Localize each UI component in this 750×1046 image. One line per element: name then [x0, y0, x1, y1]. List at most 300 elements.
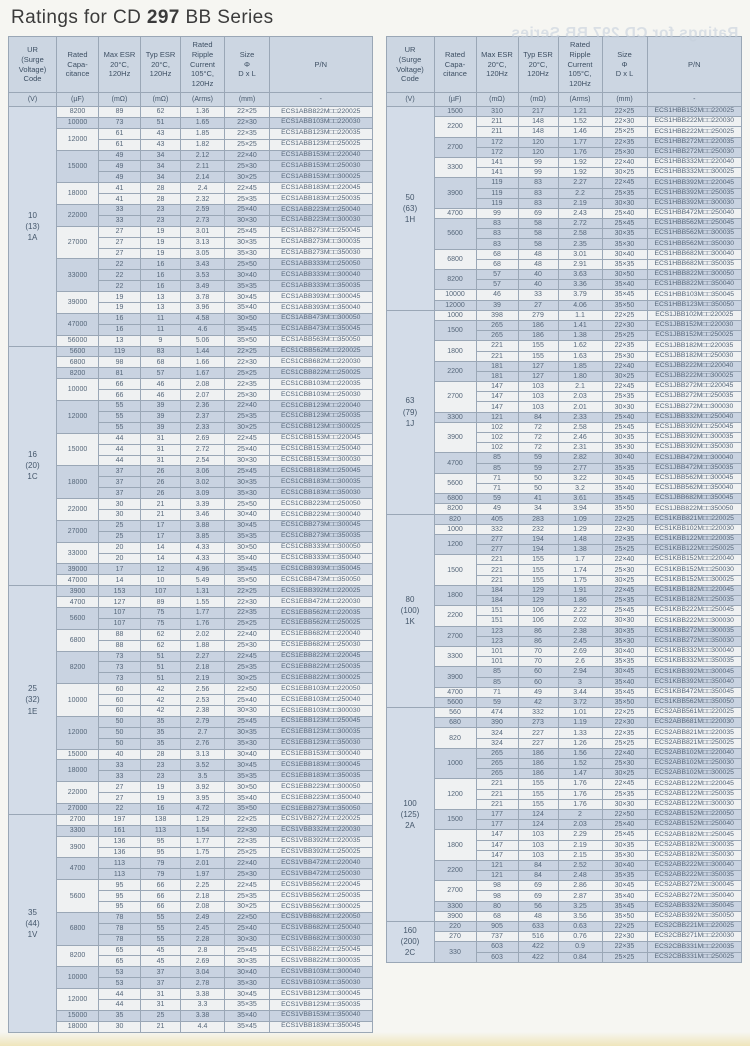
pn-cell: ECS1HBB682M□□300040 [647, 249, 742, 259]
ripple-current-cell: 1.29 [181, 814, 225, 825]
size-cell: 35×50 [602, 911, 647, 921]
typ-esr-cell: 48 [518, 249, 558, 259]
capacitance-cell: 270 [434, 932, 476, 942]
table-row [386, 412, 742, 422]
pn-cell: ECS1ABB333M□□350035 [270, 281, 373, 292]
typ-esr-cell: 60 [518, 667, 558, 677]
max-esr-cell: 119 [99, 346, 141, 357]
pn-cell: ECS1CBB393M□□350045 [270, 564, 373, 575]
size-cell: 25×25 [602, 738, 647, 748]
size-cell: 25×30 [602, 351, 647, 361]
pn-cell: ECS2ABB821M□□250025 [647, 738, 742, 748]
max-esr-cell: 102 [476, 422, 518, 432]
col-header-max-esr: Max ESR 20°C, 120Hz [99, 37, 141, 93]
table-row [9, 499, 373, 510]
typ-esr-cell: 75 [141, 618, 181, 629]
max-esr-cell: 102 [476, 433, 518, 443]
ripple-current-cell: 2.02 [181, 629, 225, 640]
pn-cell: ECS2ABB122M□□220045 [647, 779, 742, 789]
ripple-current-cell: 3.06 [181, 466, 225, 477]
table-row [9, 313, 373, 324]
max-esr-cell: 177 [476, 820, 518, 830]
pn-cell: ECS1ABB473M□□350045 [270, 324, 373, 335]
typ-esr-cell: 103 [518, 402, 558, 412]
size-cell: 22×30 [602, 320, 647, 330]
pn-cell: ECS2CBB271M□□220030 [647, 932, 742, 942]
max-esr-cell: 53 [99, 978, 141, 989]
table-row [386, 178, 742, 188]
pn-cell: ECS1EBB183M□□350035 [270, 771, 373, 782]
typ-esr-cell: 13 [141, 292, 181, 303]
table-row [9, 150, 373, 161]
typ-esr-cell: 42 [518, 697, 558, 707]
max-esr-cell: 123 [476, 636, 518, 646]
table-row [386, 901, 742, 911]
size-cell: 25×25 [225, 139, 270, 150]
capacitance-cell: 1800 [434, 341, 476, 361]
table-row [386, 524, 742, 534]
capacitance-cell: 3300 [434, 412, 476, 422]
max-esr-cell: 221 [476, 575, 518, 585]
typ-esr-cell: 31 [141, 455, 181, 466]
ripple-current-cell: 2.01 [558, 402, 602, 412]
pn-cell: ECS1EBB822M□□250035 [270, 662, 373, 673]
size-cell: 22×35 [602, 341, 647, 351]
pn-cell: ECS1EBB392M□□220025 [270, 586, 373, 597]
max-esr-cell: 22 [99, 804, 141, 815]
table-row [9, 346, 373, 357]
max-esr-cell: 277 [476, 545, 518, 555]
typ-esr-cell: 103 [518, 850, 558, 860]
ripple-current-cell: 4.72 [181, 804, 225, 815]
unit-capacitance: (µF) [57, 93, 99, 107]
max-esr-cell: 88 [99, 640, 141, 651]
unit-capacitance: (µF) [434, 93, 476, 107]
max-esr-cell: 55 [99, 401, 141, 412]
pn-cell: ECS1VBB562M□□220045 [270, 880, 373, 891]
capacitance-cell: 12000 [57, 716, 99, 749]
pn-cell: ECS2ABB392M□□350050 [647, 911, 742, 921]
max-esr-cell: 83 [476, 219, 518, 229]
size-cell: 22×25 [602, 514, 647, 524]
ripple-current-cell: 3.92 [181, 782, 225, 793]
pn-cell: ECS2ABB332M□□350045 [647, 901, 742, 911]
table-row [386, 932, 742, 942]
pn-cell: ECS1JBB182M□□250030 [647, 351, 742, 361]
typ-esr-cell: 23 [141, 771, 181, 782]
ripple-current-cell: 2.48 [558, 871, 602, 881]
typ-esr-cell: 46 [141, 390, 181, 401]
size-cell: 30×35 [602, 433, 647, 443]
unit-ripple-current: (Arms) [181, 93, 225, 107]
capacitance-cell: 1500 [434, 809, 476, 829]
max-esr-cell: 101 [476, 657, 518, 667]
pn-cell: ECS1ABB183M□□220045 [270, 183, 373, 194]
pn-cell: ECS1ABB103M□□220030 [270, 117, 373, 128]
typ-esr-cell: 21 [141, 1021, 181, 1032]
size-cell: 30×30 [225, 934, 270, 945]
ripple-current-cell: 2.72 [558, 219, 602, 229]
typ-esr-cell: 16 [141, 259, 181, 270]
size-cell: 22×45 [225, 183, 270, 194]
typ-esr-cell: 99 [518, 157, 558, 167]
max-esr-cell: 153 [99, 586, 141, 597]
capacitance-cell: 6800 [434, 494, 476, 504]
size-cell: 22×30 [225, 357, 270, 368]
size-cell: 22×45 [225, 651, 270, 662]
typ-esr-cell: 34 [141, 150, 181, 161]
table-row [9, 205, 373, 216]
table-row [386, 310, 742, 320]
typ-esr-cell: 103 [518, 392, 558, 402]
capacitance-cell: 39000 [57, 564, 99, 575]
size-cell: 30×35 [602, 626, 647, 636]
typ-esr-cell: 16 [141, 281, 181, 292]
ripple-current-cell: 2.58 [558, 229, 602, 239]
pn-cell: ECS2ABB681M□□220030 [647, 718, 742, 728]
max-esr-cell: 95 [99, 902, 141, 913]
table-row [386, 361, 742, 371]
pn-cell: ECS1VBB822M□□300035 [270, 956, 373, 967]
size-cell: 25×35 [225, 194, 270, 205]
size-cell: 22×45 [225, 433, 270, 444]
size-cell: 35×45 [225, 324, 270, 335]
table-row [386, 555, 742, 565]
typ-esr-cell: 43 [141, 139, 181, 150]
max-esr-cell: 78 [99, 934, 141, 945]
size-cell: 22×25 [225, 107, 270, 118]
pn-cell: ECS1ABB333M□□300040 [270, 270, 373, 281]
max-esr-cell: 37 [99, 466, 141, 477]
pn-cell: ECS1CBB153M□□220045 [270, 433, 373, 444]
typ-esr-cell: 31 [141, 433, 181, 444]
table-row [9, 716, 373, 727]
max-esr-cell: 71 [476, 687, 518, 697]
ripple-current-cell: 2.03 [558, 392, 602, 402]
pn-cell: ECS1HBB562M□□350030 [647, 239, 742, 249]
ripple-current-cell: 1.77 [181, 607, 225, 618]
capacitance-cell: 3300 [57, 825, 99, 836]
unit-max-esr: (mΩ) [99, 93, 141, 107]
size-cell: 30×35 [225, 477, 270, 488]
typ-esr-cell: 422 [518, 942, 558, 952]
pn-cell: ECS1HBB332M□□300025 [647, 168, 742, 178]
size-cell: 35×50 [602, 697, 647, 707]
typ-esr-cell: 279 [518, 310, 558, 320]
size-cell: 25×40 [602, 208, 647, 218]
typ-esr-cell: 28 [141, 194, 181, 205]
table-row [386, 646, 742, 656]
max-esr-cell: 39 [476, 300, 518, 310]
pn-cell: ECS2ABB152M□□250040 [647, 820, 742, 830]
typ-esr-cell: 79 [141, 869, 181, 880]
ripple-current-cell: 1.44 [181, 346, 225, 357]
size-cell: 30×40 [225, 967, 270, 978]
size-cell: 25×45 [602, 219, 647, 229]
pn-cell: ECS1KBB152M□□220040 [647, 555, 742, 565]
typ-esr-cell: 9 [141, 335, 181, 346]
max-esr-cell: 119 [476, 188, 518, 198]
pn-cell: ECS1HBB123M□□350050 [647, 300, 742, 310]
pn-cell: ECS1ABB393M□□300045 [270, 292, 373, 303]
typ-esr-cell: 62 [141, 640, 181, 651]
capacitance-cell: 47000 [57, 313, 99, 335]
pn-cell: ECS1CBB223M□□300040 [270, 509, 373, 520]
size-cell: 35×40 [225, 303, 270, 314]
ripple-current-cell: 3.22 [558, 473, 602, 483]
pn-cell: ECS1JBB392M□□250045 [647, 422, 742, 432]
typ-esr-cell: 14 [141, 542, 181, 553]
pn-cell: ECS1ABB822M□□220025 [270, 107, 373, 118]
pn-cell: ECS1VBB822M□□250045 [270, 945, 373, 956]
size-cell: 30×30 [602, 198, 647, 208]
pn-cell: ECS1KBB272M□□300035 [647, 626, 742, 636]
typ-esr-cell: 186 [518, 320, 558, 330]
col-header-capacitance: Rated Capa- citance [434, 37, 476, 93]
capacitance-cell: 27000 [57, 520, 99, 542]
pn-cell: ECS1KBB122M□□220035 [647, 534, 742, 544]
table-row [9, 401, 373, 412]
size-cell: 25×35 [602, 596, 647, 606]
pn-cell: ECS1KBB392M□□350040 [647, 677, 742, 687]
typ-esr-cell: 11 [141, 313, 181, 324]
ripple-current-cell: 2.72 [181, 444, 225, 455]
pn-cell: ECS1VBB272M□□220025 [270, 814, 373, 825]
max-esr-cell: 98 [476, 881, 518, 891]
table-header [386, 37, 742, 107]
max-esr-cell: 37 [99, 488, 141, 499]
pn-cell: ECS1EBB682M□□250030 [270, 640, 373, 651]
ripple-current-cell: 1.63 [558, 351, 602, 361]
size-cell: 22×45 [602, 178, 647, 188]
ripple-current-cell: 3.96 [181, 303, 225, 314]
typ-esr-cell: 28 [141, 749, 181, 760]
size-cell: 22×25 [602, 708, 647, 718]
max-esr-cell: 44 [99, 444, 141, 455]
table-row [9, 749, 373, 760]
ripple-current-cell: 0.9 [558, 942, 602, 952]
pn-cell: ECS1JBB472M□□300040 [647, 453, 742, 463]
max-esr-cell: 40 [99, 749, 141, 760]
typ-esr-cell: 66 [141, 880, 181, 891]
max-esr-cell: 141 [476, 157, 518, 167]
pn-cell: ECS1CBB223M□□250050 [270, 499, 373, 510]
max-esr-cell: 27 [99, 782, 141, 793]
tables-container [0, 36, 750, 1033]
max-esr-cell: 181 [476, 371, 518, 381]
col-header-pn: P/N [647, 37, 742, 93]
capacitance-cell: 3900 [434, 178, 476, 209]
ripple-current-cell: 3.39 [181, 499, 225, 510]
size-cell: 30×35 [225, 237, 270, 248]
capacitance-cell: 18000 [57, 760, 99, 782]
table-row [386, 473, 742, 483]
ripple-current-cell: 3.02 [181, 477, 225, 488]
ripple-current-cell: 2.6 [558, 657, 602, 667]
size-cell: 35×45 [602, 901, 647, 911]
typ-esr-cell: 43 [141, 128, 181, 139]
max-esr-cell: 22 [99, 259, 141, 270]
ripple-current-cell: 3.72 [558, 697, 602, 707]
size-cell: 30×30 [225, 705, 270, 716]
typ-esr-cell: 99 [518, 168, 558, 178]
ripple-current-cell: 1.19 [558, 718, 602, 728]
pn-cell: ECS1KBB472M□□350045 [647, 687, 742, 697]
pn-cell: ECS1EBB103M□□250040 [270, 695, 373, 706]
col-header-pn: P/N [270, 37, 373, 93]
size-cell: 30×40 [225, 749, 270, 760]
max-esr-cell: 95 [99, 880, 141, 891]
max-esr-cell: 603 [476, 942, 518, 952]
capacitance-cell: 8200 [434, 504, 476, 514]
pn-cell: ECS1CBB562M□□220025 [270, 346, 373, 357]
ripple-current-cell: 2.32 [181, 194, 225, 205]
typ-esr-cell: 84 [518, 860, 558, 870]
max-esr-cell: 50 [99, 738, 141, 749]
capacitance-cell: 12000 [434, 300, 476, 310]
capacitance-cell: 1800 [434, 585, 476, 605]
typ-esr-cell: 39 [141, 401, 181, 412]
pn-cell: ECS1ABB183M□□250035 [270, 194, 373, 205]
pn-cell: ECS1KBB392M□□300045 [647, 667, 742, 677]
table-row [386, 341, 742, 351]
size-cell: 25×50 [225, 499, 270, 510]
max-esr-cell: 211 [476, 117, 518, 127]
typ-esr-cell: 28 [141, 183, 181, 194]
ripple-current-cell: 3.78 [181, 292, 225, 303]
size-cell: 22×30 [602, 932, 647, 942]
capacitance-cell: 2200 [434, 117, 476, 137]
ripple-current-cell: 2.69 [181, 956, 225, 967]
unit-pn: - [647, 93, 742, 107]
typ-esr-cell: 217 [518, 107, 558, 117]
pn-cell: ECS1JBB682M□□350045 [647, 494, 742, 504]
capacitance-cell: 3900 [434, 667, 476, 687]
pn-cell: ECS1JBB102M□□220025 [647, 310, 742, 320]
table-row [386, 382, 742, 392]
max-esr-cell: 61 [99, 139, 141, 150]
pn-cell: ECS1HBB392M□□300030 [647, 198, 742, 208]
pn-cell: ECS1JBB472M□□350035 [647, 463, 742, 473]
pn-cell: ECS1JBB272M□□220045 [647, 382, 742, 392]
typ-esr-cell: 95 [141, 847, 181, 858]
max-esr-cell: 33 [99, 760, 141, 771]
capacitance-cell: 5600 [434, 219, 476, 250]
size-cell: 22×40 [602, 361, 647, 371]
ripple-current-cell: 1.48 [558, 534, 602, 544]
ripple-current-cell: 3.63 [558, 270, 602, 280]
max-esr-cell: 37 [99, 477, 141, 488]
header-row [386, 37, 742, 93]
typ-esr-cell: 86 [518, 626, 558, 636]
typ-esr-cell: 42 [141, 684, 181, 695]
pn-cell: ECS1HBB272M□□250030 [647, 147, 742, 157]
max-esr-cell: 113 [99, 869, 141, 880]
typ-esr-cell: 103 [518, 382, 558, 392]
typ-esr-cell: 86 [518, 636, 558, 646]
ripple-current-cell: 1.38 [558, 331, 602, 341]
pn-cell: ECS1JBB222M□□300025 [647, 371, 742, 381]
size-cell: 25×25 [225, 618, 270, 629]
ripple-current-cell: 2.69 [181, 433, 225, 444]
max-esr-cell: 44 [99, 1000, 141, 1011]
header-row [9, 37, 373, 93]
size-cell: 25×40 [225, 205, 270, 216]
ripple-current-cell: 2.53 [181, 695, 225, 706]
pn-cell: ECS1CBB183M□□300035 [270, 477, 373, 488]
typ-esr-cell: 40 [518, 280, 558, 290]
pn-cell: ECS2ABB102M□□220040 [647, 748, 742, 758]
typ-esr-cell: 129 [518, 596, 558, 606]
pn-cell: ECS1HBB392M□□250035 [647, 188, 742, 198]
pn-cell: ECS1ABB273M□□300035 [270, 237, 373, 248]
typ-esr-cell: 33 [518, 290, 558, 300]
pn-cell: ECS1EBB223M□□300050 [270, 782, 373, 793]
typ-esr-cell: 50 [518, 483, 558, 493]
ripple-current-cell: 3.13 [181, 749, 225, 760]
max-esr-cell: 184 [476, 596, 518, 606]
capacitance-cell: 2200 [434, 361, 476, 381]
typ-esr-cell: 51 [141, 673, 181, 684]
size-cell: 35×30 [225, 738, 270, 749]
pn-cell: ECS1KBB152M□□300025 [647, 575, 742, 585]
size-cell: 22×25 [602, 310, 647, 320]
pn-cell: ECS1KBB821M□□220025 [647, 514, 742, 524]
max-esr-cell: 60 [99, 705, 141, 716]
ripple-current-cell: 0.76 [558, 932, 602, 942]
pn-cell: ECS1JBB272M□□250035 [647, 392, 742, 402]
typ-esr-cell: 155 [518, 341, 558, 351]
capacitance-cell: 4700 [57, 858, 99, 880]
units-row [9, 93, 373, 107]
size-cell: 25×40 [225, 923, 270, 934]
typ-esr-cell: 120 [518, 137, 558, 147]
typ-esr-cell: 51 [141, 117, 181, 128]
ripple-current-cell: 2.46 [558, 433, 602, 443]
pn-cell: ECS1HBB152M□□220025 [647, 107, 742, 117]
max-esr-cell: 30 [99, 1021, 141, 1032]
table-row [9, 804, 373, 815]
ripple-current-cell: 2.28 [181, 934, 225, 945]
size-cell: 25×35 [602, 188, 647, 198]
typ-esr-cell: 72 [518, 422, 558, 432]
capacitance-cell: 22000 [57, 782, 99, 804]
typ-esr-cell: 103 [518, 840, 558, 850]
ripple-current-cell: 3.2 [558, 483, 602, 493]
ripple-current-cell: 1.76 [181, 618, 225, 629]
typ-esr-cell: 83 [518, 198, 558, 208]
max-esr-cell: 66 [99, 379, 141, 390]
typ-esr-cell: 41 [518, 494, 558, 504]
ripple-current-cell: 2.45 [181, 923, 225, 934]
max-esr-cell: 324 [476, 728, 518, 738]
size-cell: 30×35 [225, 727, 270, 738]
ripple-current-cell: 2.36 [181, 401, 225, 412]
table-row [9, 335, 373, 346]
pn-cell: ECS1KBB182M□□220045 [647, 585, 742, 595]
max-esr-cell: 136 [99, 847, 141, 858]
max-esr-cell: 123 [476, 626, 518, 636]
pn-cell: ECS1KBB272M□□350030 [647, 636, 742, 646]
size-cell: 35×40 [225, 1010, 270, 1021]
size-cell: 25×50 [225, 259, 270, 270]
ripple-current-cell: 1.77 [181, 836, 225, 847]
max-esr-cell: 151 [476, 616, 518, 626]
typ-esr-cell: 39 [141, 422, 181, 433]
pn-cell: ECS1VBB392M□□250025 [270, 847, 373, 858]
typ-esr-cell: 422 [518, 952, 558, 962]
max-esr-cell: 68 [476, 259, 518, 269]
